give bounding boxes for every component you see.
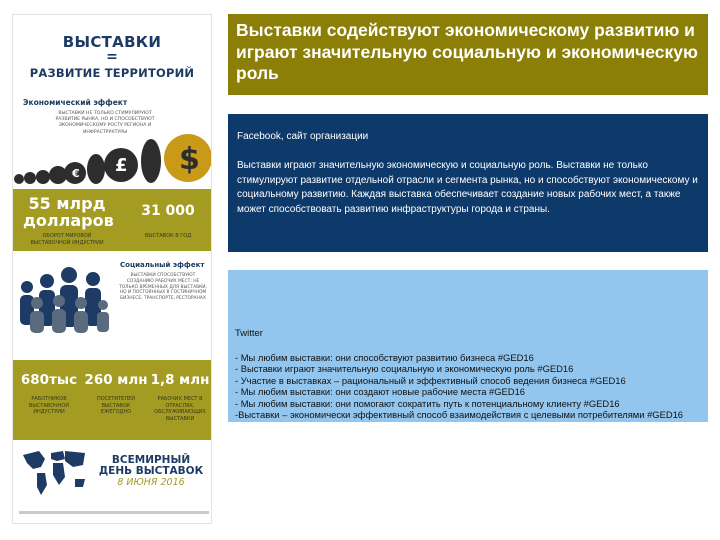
coin-icon <box>36 170 50 184</box>
infographic-footer-line <box>19 511 209 514</box>
svg-text:$: $ <box>179 142 200 177</box>
economic-effect-text: ВЫСТАВКИ НЕ ТОЛЬКО СТИМУЛИРУЮТ РАЗВИТИЕ РЫНКА, НО И СПОСОБСТВУЮТ ЭКОНОМИЧЕСКОМУ РОСТУ РЕГИОНА И ИНФРАСТРУКТУРЫ <box>55 111 155 135</box>
stat-workers-value: 680тыс <box>20 372 78 388</box>
stat-visitors-label: ПОСЕТИТЕЛЕЙ ВЫСТАВОК ЕЖЕГОДНО <box>96 396 135 415</box>
coin-icon <box>87 154 105 184</box>
coin-icon <box>14 174 24 184</box>
economic-effect-title: Экономический эффект <box>23 98 128 107</box>
svg-text:€: € <box>72 167 80 180</box>
exhibition-day-line1: ВСЕМИРНЫЙ <box>111 454 191 466</box>
social-effect-text: ВЫСТАВКИ СПОСОБСТВУЮТ СОЗДАНИЮ РАБОЧИХ МЕСТ: НЕ ТОЛЬКО ВРЕМЕННЫХ ДЛЯ ВЫСТАВКИ, НО И ПОСТОЯННЫХ В ГОСТИНИЧНОМ БИЗНЕСЕ, ТРАНСПОРТЕ, РЕСТОРАНАХ <box>119 273 207 302</box>
stat-turnover-value: 55 млрд долларов <box>23 194 114 230</box>
social-effect-title: Социальный эффект <box>120 261 205 269</box>
tweet-item: -Выставки – экономически эффективный способ взаимодействия с целевыми потребителями #GED16 <box>235 409 684 421</box>
twitter-panel <box>228 270 708 422</box>
tweet-item: - Мы любим выставки: они способствуют развитию бизнеса #GED16 <box>235 352 534 363</box>
tweet-item: - Мы любим выставки: они создают новые рабочие места #GED16 <box>235 386 525 398</box>
infographic-title <box>13 15 211 80</box>
coins-illustration <box>13 127 212 189</box>
infographic-title-line1: ВЫСТАВКИ <box>62 33 162 51</box>
slide-title: Выставки содействуют экономическому развитию и играют значительную социальную и экономическую роль <box>236 20 698 83</box>
exhibition-day-line2: ДЕНЬ ВЫСТАВОК <box>98 465 204 477</box>
stat-jobs-label: РАБОЧИХ МЕСТ В ОТРАСЛЯХ, ОБСЛУЖИВАЮЩИХ ВЫСТАВКИ <box>154 396 206 422</box>
exhibition-day-date: 8 ИЮНЯ 2016 <box>117 477 185 488</box>
exhibition-day-block <box>95 455 207 489</box>
stat-exhibitions-label: ВЫСТАВОК В ГОД <box>144 233 192 239</box>
title-panel <box>228 14 708 95</box>
social-stats-band <box>13 360 212 440</box>
tweet-item: - Мы любим выставки: они помогают сократить путь к потенциальному клиенту #GED16 <box>235 397 620 409</box>
world-map-icon <box>19 445 89 501</box>
svg-text:£: £ <box>115 155 128 176</box>
stat-exhibitions-value: 31 000 <box>141 203 195 219</box>
twitter-panel-header: Twitter <box>235 328 263 339</box>
stat-turnover-label: ОБОРОТ МИРОВОЙ ВЫСТАВОЧНОЙ ИНДУСТРИИ <box>30 233 104 246</box>
facebook-panel-header: Facebook, сайт организации <box>237 131 369 142</box>
coin-icon <box>24 172 36 184</box>
tweet-list <box>235 352 701 420</box>
infographic-title-equals: = <box>106 49 118 65</box>
facebook-panel <box>228 114 708 252</box>
stat-visitors-value: 260 млн <box>84 372 148 388</box>
coin-icon <box>141 139 161 183</box>
stat-workers-label: РАБОТНИКОВ ВЫСТАВОЧНОЙ ИНДУСТРИИ <box>28 396 70 415</box>
tweet-item: - Участие в выставках – рациональный и эффективный способ ведения бизнеса #GED16 <box>235 374 626 386</box>
stat-jobs-value: 1,8 млн <box>150 372 210 388</box>
infographic-image <box>12 14 212 524</box>
economic-stats-band <box>13 189 212 251</box>
tweet-item: - Выставки играют значительную социальную и экономическую роль #GED16 <box>235 363 574 375</box>
infographic-title-line2: РАЗВИТИЕ ТЕРРИТОРИЙ <box>29 66 195 80</box>
facebook-panel-body: Выставки играют значительную экономическую и социальную роль. Выставки не только стимулируют развитие отдельной отрасли и сегмента рынка, но и способствуют экономическому и социальному развитию. Каждая выставка обеспечивает создание новых рабочих мест, а также может способствовать развитию инфраструктуры города и страны. <box>237 160 698 215</box>
